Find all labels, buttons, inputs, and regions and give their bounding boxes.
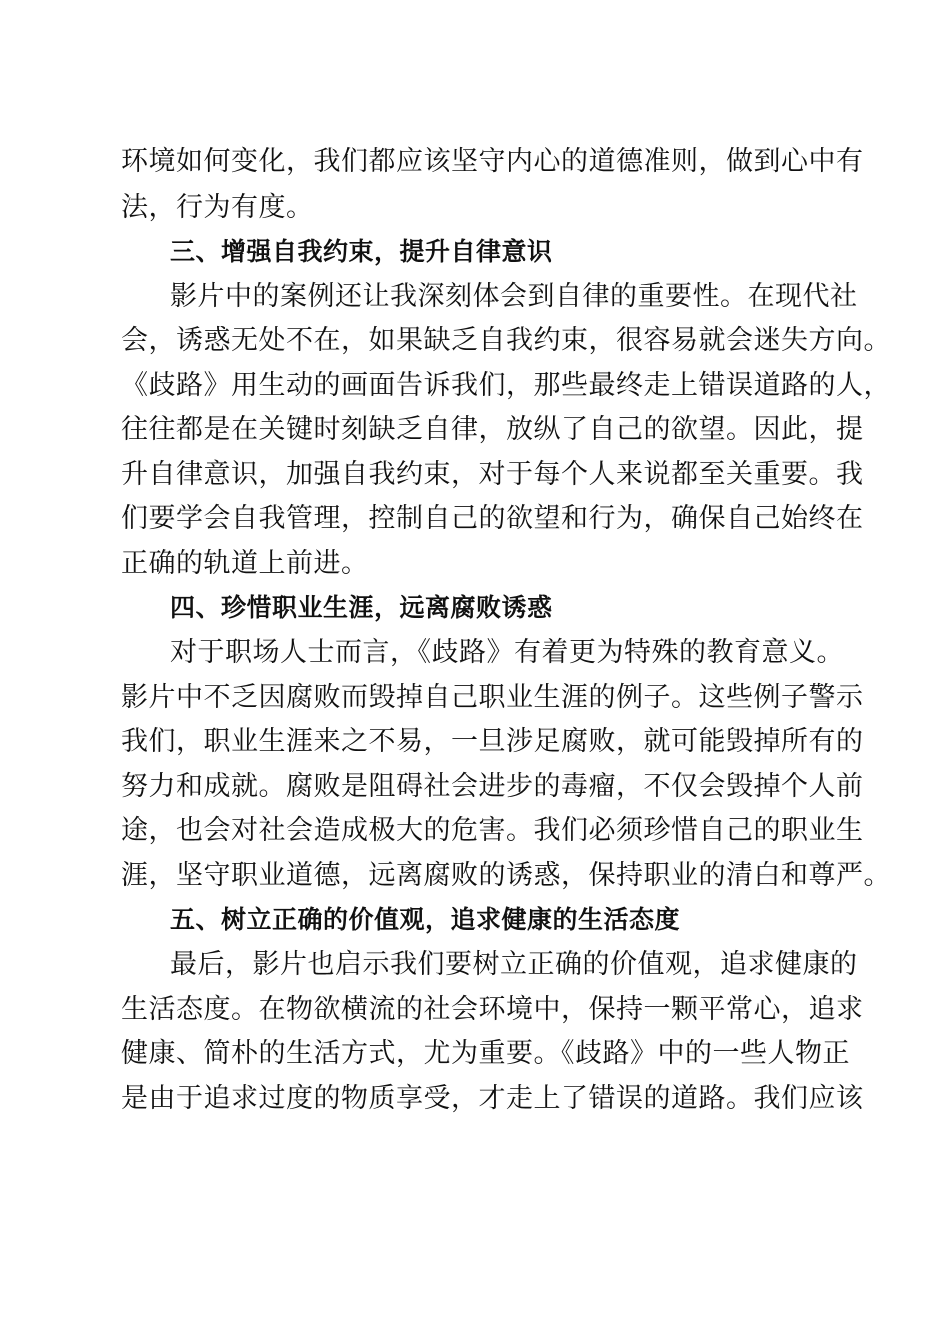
section-heading-5: 五、树立正确的价值观，追求健康的生活态度	[170, 905, 681, 934]
body-line: 健康、简朴的生活方式，尤为重要。《歧路》中的一些人物正	[121, 1038, 850, 1069]
body-line: 往往都是在关键时刻缺乏自律，放纵了自己的欲望。因此，提	[121, 414, 864, 445]
body-line: 会，诱惑无处不在，如果缺乏自我约束，很容易就会迷失方向。	[121, 325, 891, 356]
body-line: 生活态度。在物欲横流的社会环境中，保持一颗平常心，追求	[121, 994, 864, 1025]
paragraph-first-line: 对于职场人士而言，《歧路》有着更为特殊的教育意义。	[170, 637, 844, 668]
body-line: 升自律意识，加强自我约束，对于每个人来说都至关重要。我	[121, 459, 864, 490]
section-heading-4: 四、珍惜职业生涯，远离腐败诱惑	[170, 593, 553, 622]
paragraph-first-line: 最后，影片也启示我们要树立正确的价值观，追求健康的	[170, 949, 858, 980]
body-line: 环境如何变化，我们都应该坚守内心的道德准则，做到心中有	[121, 146, 864, 177]
body-line: 我们，职业生涯来之不易，一旦涉足腐败，就可能毁掉所有的	[121, 726, 864, 757]
body-line: 正确的轨道上前进。	[121, 548, 369, 579]
section-heading-3: 三、增强自我约束，提升自律意识	[170, 237, 553, 266]
body-line: 们要学会自我管理，控制自己的欲望和行为，确保自己始终在	[121, 503, 864, 534]
body-line: 努力和成就。腐败是阻碍社会进步的毒瘤，不仅会毁掉个人前	[121, 771, 864, 802]
body-line: 法，行为有度。	[121, 192, 314, 223]
body-line: 涯，坚守职业道德，远离腐败的诱惑，保持职业的清白和尊严。	[121, 860, 891, 891]
body-line: 是由于追求过度的物质享受，才走上了错误的道路。我们应该	[121, 1083, 864, 1114]
body-line: 途，也会对社会造成极大的危害。我们必须珍惜自己的职业生	[121, 815, 864, 846]
paragraph-first-line: 影片中的案例还让我深刻体会到自律的重要性。在现代社	[170, 281, 858, 312]
body-line: 《歧路》用生动的画面告诉我们，那些最终走上错误道路的人，	[121, 370, 891, 401]
body-line: 影片中不乏因腐败而毁掉自己职业生涯的例子。这些例子警示	[121, 682, 864, 713]
